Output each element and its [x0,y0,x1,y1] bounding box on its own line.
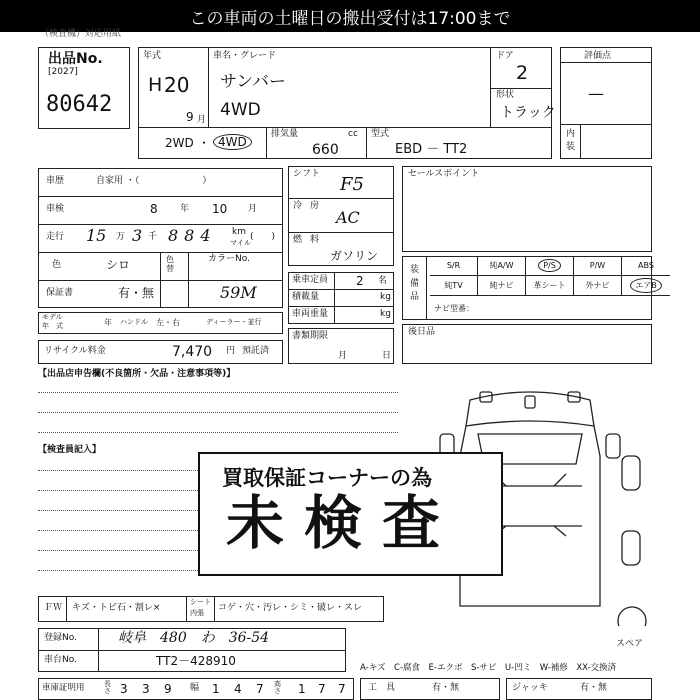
fuel-value: ガソリン [330,249,379,263]
load-unit: kg [380,292,391,302]
cert-height-label: 高さ [274,680,281,695]
cert-width-digit: 1 [212,682,220,696]
history-label: 車歴 [46,176,65,186]
notice-text: この車両の土曜日の搬出受付は17:00まで [189,8,511,29]
shift-value: F5 [340,174,364,195]
fw-items: キズ・トビ石・割レ× [72,603,161,613]
model-name: サンバー [220,72,286,92]
cert-width-label: 幅 [190,683,200,693]
seller-notes-label: 【出品店申告欄(不良箇所・欠品・注意事項等)】 [38,369,236,379]
color-code-label: カラーNo. [208,254,250,264]
cert-length-digit: 3 [142,682,150,696]
fw-label: ＦＷ [44,603,63,613]
interior-label: 内 装 [566,129,576,152]
model-year-dealer: ディーラー・並行 [206,318,262,326]
mileage-paren: ( ) [250,232,276,242]
repaint-label: 色替 [166,255,174,273]
cert-length-digit: 3 [120,682,128,696]
weight-unit: kg [380,309,391,319]
chassis-value: TT2－428910 [156,654,236,668]
history-value: 自家用 ・（ ） [96,176,212,186]
mileage-unit-km: km [232,227,246,237]
equipment-item: P/W [574,256,622,276]
recycle-note: 預託済 [242,346,270,356]
drive-opt2: 4WD [213,134,252,150]
equipment-item: 純TV [430,276,478,296]
grade: 4WD [220,100,261,120]
color-code: 59M [220,283,257,302]
month-value: 9 [186,110,194,124]
inspector-label: 【検査員記入】 [38,445,102,455]
shape-value: トラック [500,105,556,121]
model-year-handle: ハンドル [120,318,148,326]
shaken-label: 車検 [46,204,65,214]
notice-banner [0,0,700,32]
model-year-l1: モデル [42,313,63,321]
weight-label: 車両重量 [292,309,329,319]
extra-label: 後日品 [408,327,436,337]
warranty-label: 保証書 [46,288,74,298]
equipment-grid [430,256,670,296]
equipment-item: 革シート [526,276,574,296]
mileage-10k: 15 [86,226,107,245]
tools-value: 有・無 [432,683,460,693]
lot-tag: [2027] [48,67,78,77]
ac-label: 冷房 [293,201,328,211]
docs-month: 月 [338,351,348,361]
name-label: 車名・グレード [213,51,277,61]
recycle-label: リサイクル料金 [44,346,106,356]
model-year-lr: 左・右 [156,318,180,327]
shaken-month: 10 [212,202,228,216]
jack-label: ジャッキ [512,683,548,693]
equipment-item: ABS [622,256,670,276]
equipment-item: 純A/W [478,256,526,276]
capacity-value: 2 [356,274,364,288]
stamp-top: 買取保証コーナーの為 [222,466,432,490]
color-label: 色 [52,260,62,270]
ac-value: AC [336,208,360,227]
equipment-item: S/R [430,256,478,276]
score-value: — [588,84,604,103]
equipment-item-label: P/S [538,259,561,272]
displacement-value: 660 [312,142,339,158]
tools-label: 工 具 [368,683,396,693]
jack-value: 有・無 [580,683,608,693]
form-type: （検査機）対応用紙 [40,29,122,39]
recycle-value: 7,470 [172,344,213,360]
extra-box [402,324,652,364]
seat-label-2: 内張 [190,609,204,617]
year-value: 20 [164,73,190,97]
fuel-label: 燃料 [293,235,328,245]
stamp-main: 未検査 [226,489,461,557]
warranty-value: 有・無 [118,286,155,300]
door-value: 2 [516,62,529,84]
equipment-label: 装 備 品 [410,265,420,302]
damage-legend: A-キズ C-腐食 E-エクボ S-サビ U-凹ミ W-補修 XX-交換済 [360,663,617,673]
certificate-label: 車庫証明用 [42,683,85,693]
cert-length-label: 長さ [104,680,111,695]
lot-number: 80642 [46,92,113,117]
equipment-item-circled [622,276,670,296]
shift-label: シフト [293,169,321,179]
cert-height-digit: 7 [318,682,326,696]
cert-height-digit: 1 [298,682,306,696]
registration-value: 岐阜 480 わ 36-54 [118,630,270,646]
mileage-label: 走行 [46,232,65,242]
mileage-1k-unit: 千 [148,232,158,242]
model-year-year: 年 [104,318,112,327]
registration-label: 登録No. [44,633,77,643]
capacity-label: 乗車定員 [292,275,329,285]
cert-height-digit: 7 [338,682,346,696]
chassis-label: 車台No. [44,655,77,665]
seat-items: コゲ・穴・汚レ・シミ・破レ・スレ [218,603,363,613]
shaken-month-unit: 月 [248,204,258,214]
type-label: 型式 [371,129,390,139]
navi-label: ナビ型番： [434,304,474,313]
door-label: ドア [496,51,514,61]
cert-length-digit: 9 [164,682,172,696]
model-year-l2: 年 式 [42,322,63,330]
mileage-unit-mile: マイル [230,239,251,247]
docs-label: 書類期限 [292,331,329,341]
shaken-year-unit: 年 [180,204,190,214]
equipment-item-label: エアB [630,278,662,293]
type-value: EBD － TT2 [395,142,468,157]
cert-width-digit: 4 [234,682,242,696]
cert-width-digit: 7 [256,682,264,696]
mileage-rest: 884 [168,226,217,245]
recycle-unit: 円 [226,346,236,356]
drive-sep: ・ [198,136,211,150]
score-label: 評価点 [584,51,612,61]
displacement-label: 排気量 [271,129,299,139]
sales-point-label: セールスポイント [408,169,480,179]
capacity-unit: 名 [378,276,388,286]
spare-label: スペア [616,639,644,649]
seat-label-1: シート [190,598,211,606]
equipment-item-circled [526,256,574,276]
displacement-unit: cc [348,129,358,139]
month-unit: 月 [197,115,207,125]
year-era: H [148,74,163,96]
drive-opt1: 2WD [165,136,194,150]
color-value: シロ [106,258,131,272]
equipment-item: 外ナビ [574,276,622,296]
year-label: 年式 [143,51,162,61]
shape-label: 形状 [496,90,515,100]
shaken-year: 8 [150,202,158,216]
docs-day: 日 [382,351,392,361]
mileage-10k-unit: 万 [116,232,126,242]
mileage-1k: 3 [132,226,143,245]
load-label: 積載量 [292,292,320,302]
equipment-item: 純ナビ [478,276,526,296]
lot-label: 出品No. [48,51,103,67]
